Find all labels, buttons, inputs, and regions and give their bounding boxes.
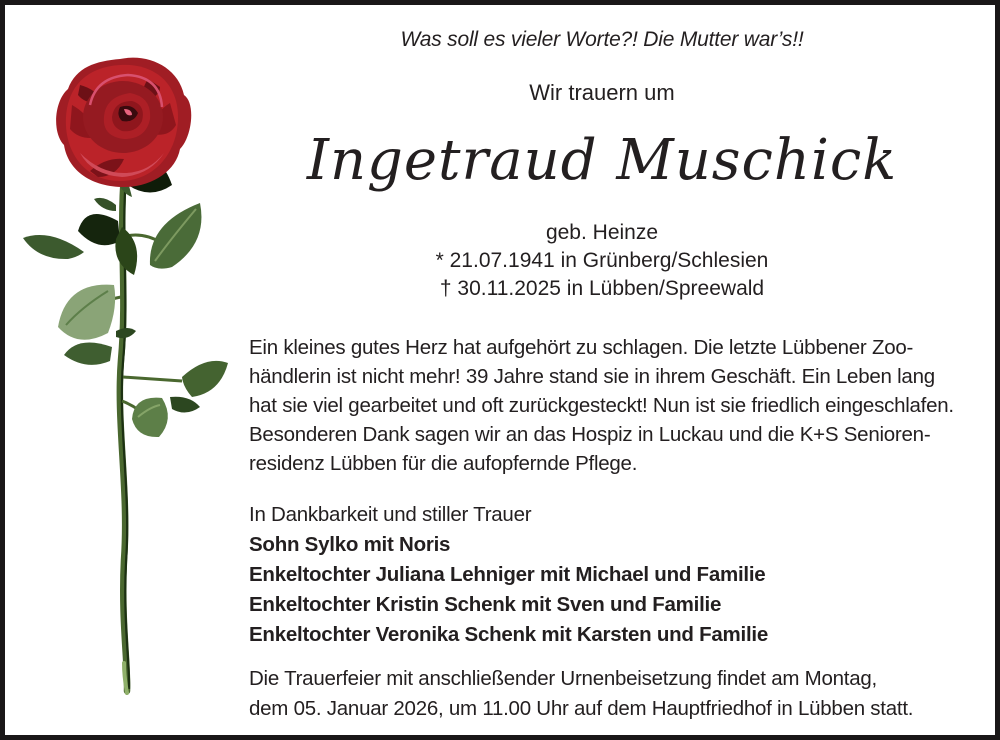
mourners-block [249,500,955,650]
obituary-text-line: Ein kleines gutes Herz hat aufgehört zu schlagen. Die letzte Lübbener Zoo- [249,336,914,359]
funeral-info-line: Die Trauerfeier mit anschließender Urnenbeisetzung findet am Montag, [249,667,877,690]
mourner-line: Enkeltochter Veronika Schenk mit Karsten und Familie [249,623,769,646]
mourning-intro: In Dankbarkeit und stiller Trauer [249,503,532,526]
notice-content [249,27,955,724]
deceased-name: Ingetraud Muschick [306,128,898,193]
obituary-text-line: Besonderen Dank sagen wir an das Hospiz in Luckau und die K+S Senioren- [249,423,931,446]
obituary-text [249,333,955,478]
death-line: † 30.11.2025 in Lübben/Spreewald [439,277,765,300]
intro-line: Wir trauern um [529,80,675,105]
funeral-info [249,664,955,724]
obituary-text-line: hat sie viel gearbeitet und oft zurückgesteckt! Nun ist sie friedlich eingeschlafen. [249,394,954,417]
mourner-line: Enkeltochter Juliana Lehniger mit Michael und Familie [249,563,766,586]
epigraph: Was soll es vieler Worte?! Die Mutter war’s!! [400,28,804,51]
mourner-line: Sohn Sylko mit Noris [249,533,451,556]
maiden-name: geb. Heinze [545,221,659,244]
obituary-text-line: residenz Lübben für die aufopfernde Pflege. [249,452,638,475]
birth-line: * 21.07.1941 in Grünberg/Schlesien [435,249,769,272]
obituary-text-line: händlerin ist nicht mehr! 39 Jahre stand sie in ihrem Geschäft. Ein Leben lang [249,365,935,388]
mourner-line: Enkeltochter Kristin Schenk mit Sven und Familie [249,593,722,616]
funeral-info-line: dem 05. Januar 2026, um 11.00 Uhr auf dem Hauptfriedhof in Lübben statt. [249,697,914,720]
rose-icon [20,45,235,700]
